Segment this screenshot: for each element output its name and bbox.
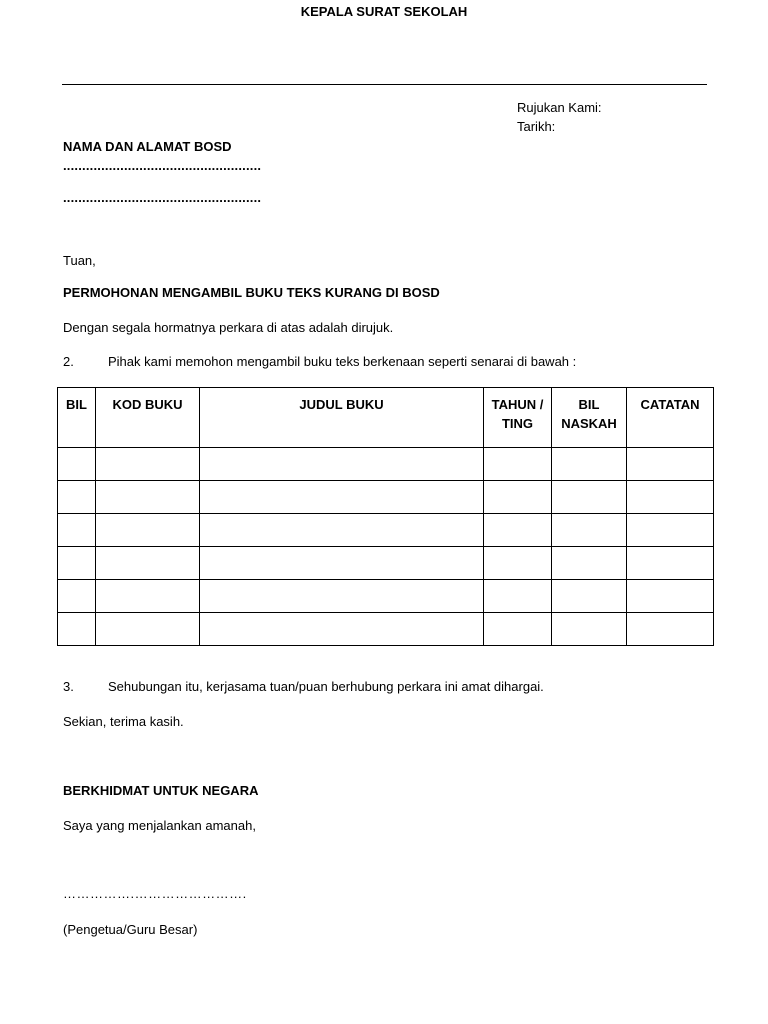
table-cell <box>484 481 552 514</box>
header-tahun-ting: TAHUN / TING <box>484 388 552 448</box>
table-cell <box>58 481 96 514</box>
header-bil-naskah: BIL NASKAH <box>552 388 627 448</box>
table-cell <box>484 448 552 481</box>
table-cell <box>96 481 200 514</box>
signature-line: …………….……………………. <box>63 886 247 901</box>
table-cell <box>627 547 714 580</box>
table-cell <box>627 514 714 547</box>
motto: BERKHIDMAT UNTUK NEGARA <box>63 783 259 798</box>
table-row <box>58 514 714 547</box>
table-row <box>58 547 714 580</box>
table-cell <box>552 514 627 547</box>
table-header-row <box>58 388 714 448</box>
table-cell <box>96 448 200 481</box>
table-cell <box>96 547 200 580</box>
letterhead-divider <box>62 84 707 85</box>
table-cell <box>200 514 484 547</box>
table-cell <box>58 448 96 481</box>
table-cell <box>58 514 96 547</box>
table-cell <box>96 613 200 646</box>
table-cell <box>484 547 552 580</box>
table-cell <box>96 514 200 547</box>
recipient-title: NAMA DAN ALAMAT BOSD <box>63 139 232 154</box>
table-cell <box>58 547 96 580</box>
sign-off: Saya yang menjalankan amanah, <box>63 818 256 833</box>
header-bil: BIL <box>58 388 96 448</box>
paragraph-3-number: 3. <box>63 679 74 694</box>
table-cell <box>200 613 484 646</box>
signatory-title: (Pengetua/Guru Besar) <box>63 922 198 937</box>
table-cell <box>200 481 484 514</box>
table-cell <box>627 613 714 646</box>
recipient-address-line: .................................................... <box>63 190 262 205</box>
table-cell <box>552 613 627 646</box>
table-cell <box>58 613 96 646</box>
table-cell <box>484 514 552 547</box>
table-cell <box>484 613 552 646</box>
header-kod-buku: KOD BUKU <box>96 388 200 448</box>
table-cell <box>627 448 714 481</box>
table-cell <box>200 580 484 613</box>
table-row <box>58 613 714 646</box>
table-cell <box>552 481 627 514</box>
table-row <box>58 481 714 514</box>
reference-label: Rujukan Kami: <box>517 100 602 115</box>
closing-remark: Sekian, terima kasih. <box>63 714 184 729</box>
table-cell <box>96 580 200 613</box>
header-judul-buku: JUDUL BUKU <box>200 388 484 448</box>
table-cell <box>552 580 627 613</box>
table-cell <box>552 448 627 481</box>
table-cell <box>552 547 627 580</box>
paragraph-2-number: 2. <box>63 354 74 369</box>
table-cell <box>627 580 714 613</box>
recipient-address-line: .................................................... <box>63 158 262 173</box>
table-cell <box>58 580 96 613</box>
paragraph-2-text: Pihak kami memohon mengambil buku teks berkenaan seperti senarai di bawah : <box>108 354 577 369</box>
letterhead-title: KEPALA SURAT SEKOLAH <box>300 4 468 19</box>
salutation: Tuan, <box>63 253 96 268</box>
book-request-table <box>57 387 714 646</box>
letter-subject: PERMOHONAN MENGAMBIL BUKU TEKS KURANG DI BOSD <box>63 285 440 300</box>
table-row <box>58 448 714 481</box>
table-body <box>58 448 714 646</box>
date-label: Tarikh: <box>517 119 556 134</box>
table-row <box>58 580 714 613</box>
header-catatan: CATATAN <box>627 388 714 448</box>
table-cell <box>627 481 714 514</box>
table-cell <box>200 448 484 481</box>
table-cell <box>200 547 484 580</box>
paragraph-3-text: Sehubungan itu, kerjasama tuan/puan berhubung perkara ini amat dihargai. <box>108 679 544 694</box>
paragraph-1: Dengan segala hormatnya perkara di atas adalah dirujuk. <box>63 320 394 335</box>
table-cell <box>484 580 552 613</box>
